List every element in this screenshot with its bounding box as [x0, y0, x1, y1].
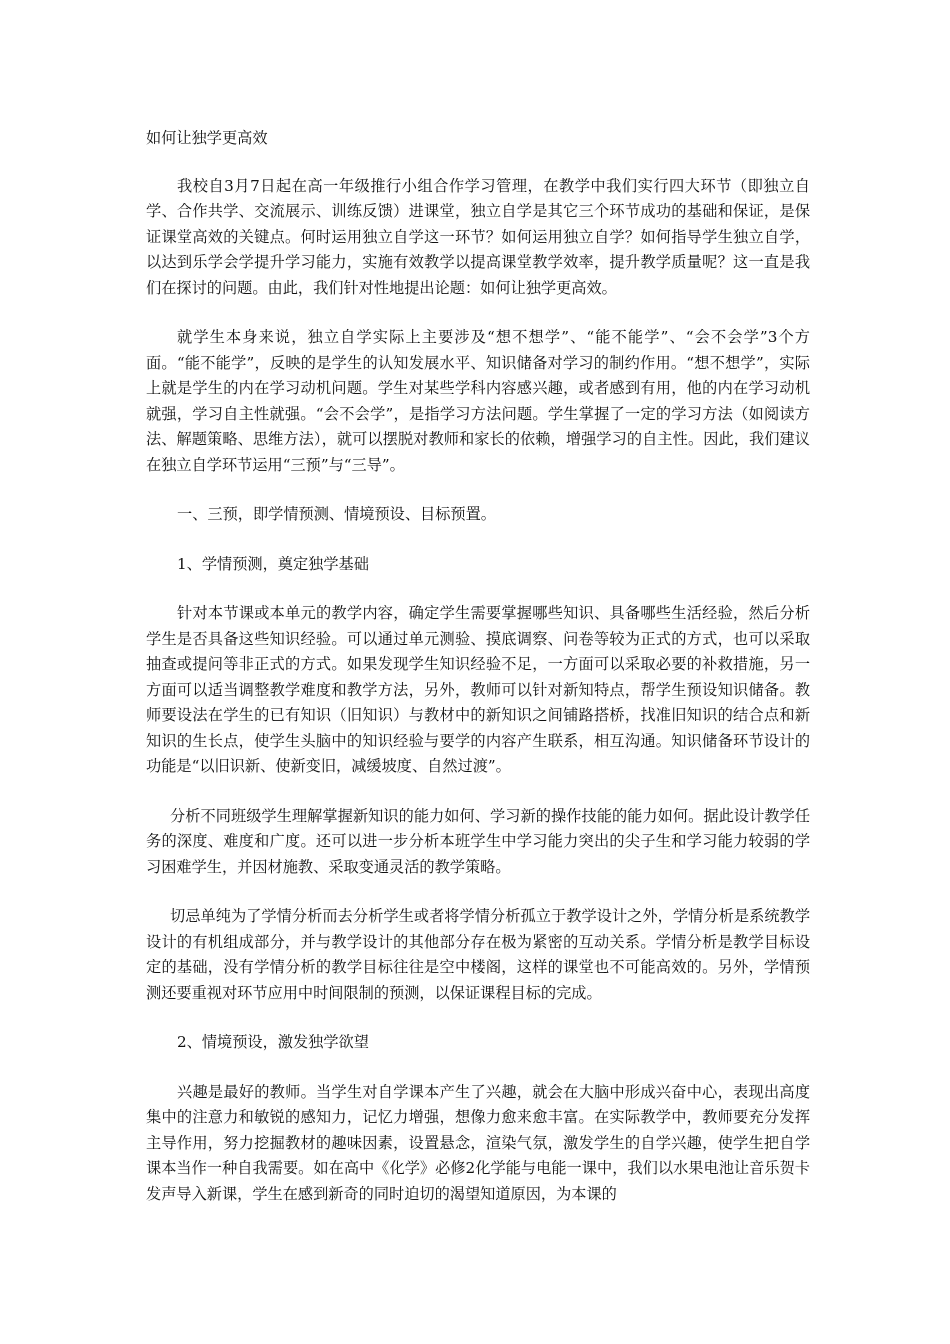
subsection-heading-2: 2、情境预设，激发独学欲望 — [177, 1033, 369, 1051]
paragraph-class-analysis: 分析不同班级学生理解掌握新知识的能力如何、学习新的操作技能的能力如何。据此设计教学任务的深度、难度和广度。还可以进一步分析本班学生中学习能力突出的尖子生和学习能力较弱的学习困难学生，并因材施教、采取变通灵活的教学策略。 — [146, 806, 810, 876]
document-body — [146, 126, 810, 1207]
paragraph-student-aspects: 就学生本身来说，独立自学实际上主要涉及“想不想学”、“能不能学”、“会不会学”3个方面。“能不能学”，反映的是学生的认知发展水平、知识储备对学习的制约作用。“想不想学”，实际上就是学生的内在学习动机问题。学生对某些学科内容感兴趣，或者感到有用，他的内在学习动机就强，学习自主性就强。“会不会学”，是指学习方法问题。学生掌握了一定的学习方法（如阅读方法、解题策略、思维方法），就可以摆脱对教师和家长的依赖，增强学习的自主性。因此，我们建议在独立自学环节运用“三预”与“三导”。 — [146, 328, 810, 474]
paragraph-intro: 我校自3月7日起在高一年级推行小组合作学习管理，在教学中我们实行四大环节（即独立自学、合作共学、交流展示、训练反馈）进课堂，独立自学是其它三个环节成功的基础和保证，是保证课堂高效的关键点。何时运用独立自学这一环节？如何运用独立自学？如何指导学生独立自学，以达到乐学会学提升学习能力，实施有效教学以提高课堂教学效率，提升教学质量呢？这一直是我们在探讨的问题。由此，我们针对性地提出论题：如何让独学更高效。 — [146, 176, 810, 297]
paragraph-interest: 兴趣是最好的教师。当学生对自学课本产生了兴趣，就会在大脑中形成兴奋中心，表现出高度集中的注意力和敏锐的感知力，记忆力增强，想像力愈来愈丰富。在实际教学中，教师要充分发挥主导作用，努力挖掘教材的趣味因素，设置悬念，渲染气氛，激发学生的自学兴趣，使学生把自学课本当作一种自我需要。如在高中《化学》必修2化学能与电能一课中，我们以水果电池让音乐贺卡发声导入新课，学生在感到新奇的同时迫切的渴望知道原因，为本课的 — [146, 1082, 810, 1203]
paragraph-caution: 切忌单纯为了学情分析而去分析学生或者将学情分析孤立于教学设计之外，学情分析是系统教学设计的有机组成部分，并与教学设计的其他部分存在极为紧密的互动关系。学情分析是教学目标设定的基础，没有学情分析的教学目标往往是空中楼阁，这样的课堂也不可能高效的。另外，学情预测还要重视对环节应用中时间限制的预测，以保证课程目标的完成。 — [146, 907, 810, 1002]
document-title: 如何让独学更高效 — [146, 129, 268, 147]
section-heading-three-pre: 一、三预，即学情预测、情境预设、目标预置。 — [177, 505, 496, 523]
subsection-heading-1: 1、学情预测，奠定独学基础 — [177, 554, 369, 573]
paragraph-learning-prediction: 针对本节课或本单元的教学内容，确定学生需要掌握哪些知识、具备哪些生活经验，然后分析学生是否具备这些知识经验。可以通过单元测验、摸底调察、问卷等较为正式的方式，也可以采取抽查或提问等非正式的方式。如果发现学生知识经验不足，一方面可以采取必要的补救措施，另一方面可以适当调整教学难度和教学方法，另外，教师可以针对新知特点，帮学生预设知识储备。教师要设法在学生的已有知识（旧知识）与教材中的新知识之间铺路搭桥，找准旧知识的结合点和新知识的生长点，使学生头脑中的知识经验与要学的内容产生联系，相互沟通。知识储备环节设计的功能是“以旧识新、使新变旧，减缓坡度、自然过渡”。 — [146, 604, 810, 775]
